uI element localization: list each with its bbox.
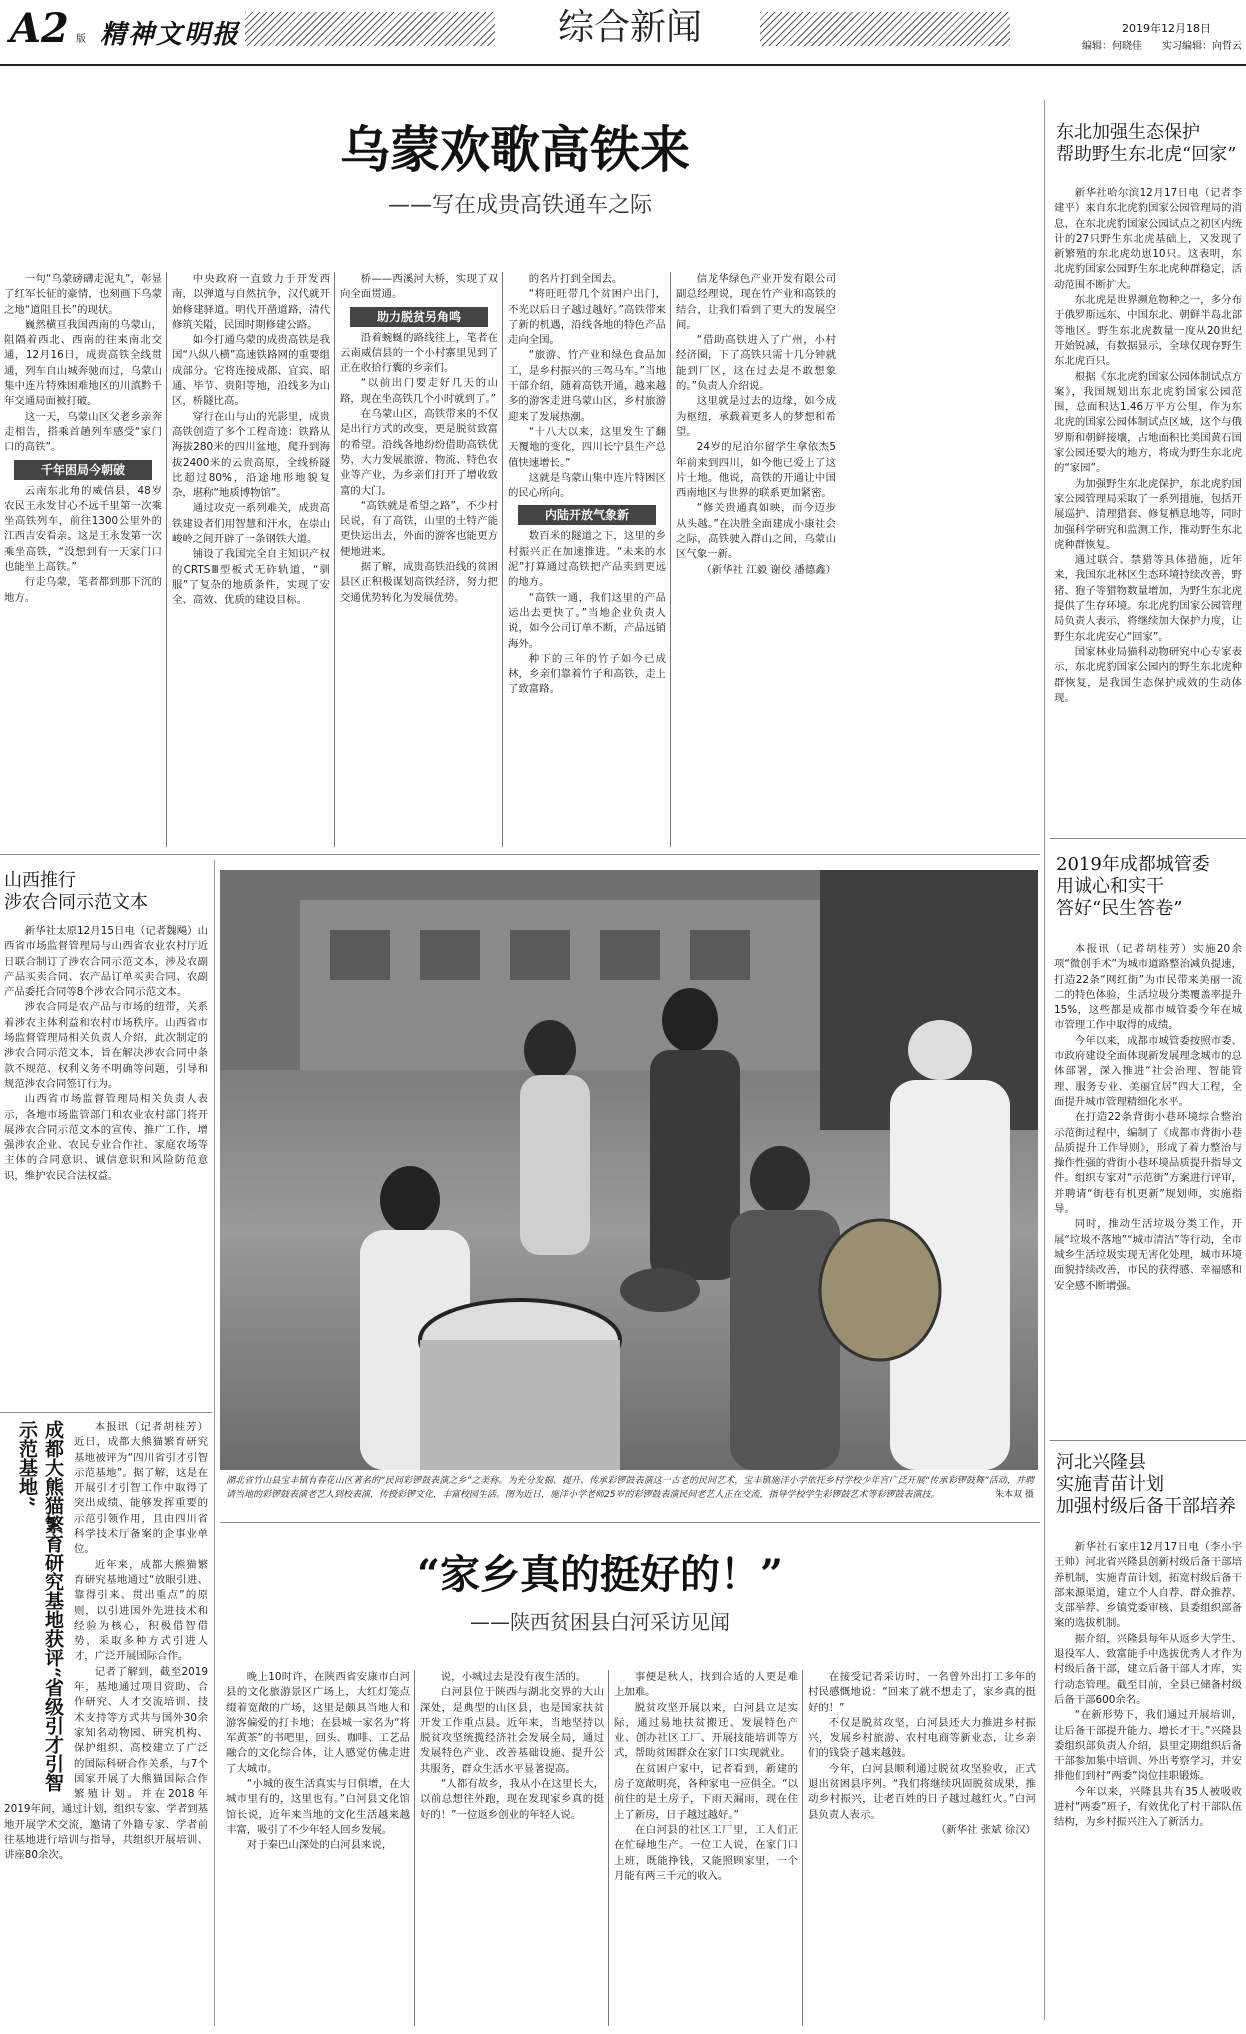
chengdu-headline: 2019年成都城管委 用诚心和实干 答好“民生答卷”	[1056, 854, 1210, 919]
lead-credit: （新华社 江毅 谢佼 潘德鑫）	[701, 563, 836, 576]
editor-credit: 编辑：何晓佳	[1082, 41, 1142, 52]
lead-subhead-2: 助力脱贫另角鸣	[350, 307, 488, 327]
issue-date: 2019年12月18日	[1122, 22, 1211, 35]
masthead-hatch-right	[760, 12, 1010, 46]
hebei-headline: 河北兴隆县 实施青苗计划 加强村级后备干部培养	[1056, 1452, 1236, 1517]
baihe-headline: “家乡真的挺好的！”	[416, 1551, 783, 1598]
section-title: 综合新闻	[557, 7, 702, 48]
lead-column-3: 桥——西溪河大桥，实现了双向全面贯通。 助力脱贫另角鸣 沿着蜿蜒的路线往上，笔者在云南威信县的一个小村寨里见到了正在收拾行囊的乡亲们。 “以前出门要走好几天的山路，现在坐高铁几个小时就到了。” 在乌蒙山区，高铁带来的不仅是出行方式的改变，更是脱贫致富的希望。沿线各地纷纷借助高铁优势，大力发展旅游、物流、特色农业等产业，为乡亲们打开了增收致富的大门。 “高铁就是希望之路”，不少村民说，有了高铁，山里的土特产能更快运出去，外面的游客也能更方便地进来。 据了解，成贵高铁沿线的贫困县区正积极谋划高铁经济，努力把交通优势转化为发展优势。	[340, 273, 498, 604]
masthead-hatch-left	[245, 12, 495, 46]
panda-body: 本报讯（记者胡桂芳）近日，成都大熊猫繁育研究基地被评为“四川省引才引智示范基地”。据了解，这是在开展引才引智工作中取得了突出成绩、能够发挥重要的示范引领作用，且由四川省科学技术厅备案的企事业单位。 近年来，成都大熊猫繁育研究基地通过“放眼引进、靠得引来、贯出重点”的原则，以引进国外先进技术和经验为核心，积极借智借势，采取多种方式引进人才，广泛开展国际合作。 记者了解到，截至2019年，基地通过项目资助、合作研究、人才交流培训、技术支持等方式共与国外30余家知名动物园、研究机构、保护组织、高校建立了广泛的国际科研合作关系，与7个国家开展了大熊猫国际合作繁殖计划。并在2018年2019年间，通过计划，组织专家、学者到基地开展学术交流，邀请了外籍专家、学者前往基地进行培训与指导，共组织开展培训、讲座80余次。	[4, 1421, 208, 1862]
lead-subheadline: ——写在成贵高铁通车之际	[387, 193, 652, 218]
baihe-column-4: 在接受记者采访时，一名曾外出打工多年的村民感慨地说：“回来了就不想走了，家乡真的挺好的！” 不仅是脱贫攻坚，白河县还大力推进乡村振兴，发展乡村旅游、农村电商等新业态，让乡亲们的钱袋子越来越鼓。 今年，白河县顺利通过脱贫攻坚验收，正式退出贫困县序列。“我们将继续巩固脱贫成果，推动乡村振兴，让老百姓的日子越过越红火。”白河县负责人表示。 （新华社 张斌 徐汉）	[808, 1670, 1036, 2026]
lead-column-1: 一句“乌蒙磅礴走泥丸”，彰显了红军长征的豪情，也刻画下乌蒙之地“道阻且长”的现状。 巍然横亘我国西南的乌蒙山，阻隔着西北、西南的往来南北交通，12月16日，成贵高铁全线贯通，列车自山城奔驰而过，乌蒙山集中连片特殊困难地区的川滇黔千年交通局面被打破。 这一天，乌蒙山区父老乡亲奔走相告，搭乘首趟列车感受“家门口的高铁”。 千年困局今朝破 云南东北角的威信县，48岁农民王永发甘心不远千里第一次乘坐高铁列车，前往1300公里外的江西吉安看亲。这是王永发第一次乘坐高铁，“没想到有一天家门口也能坐上高铁。” 行走乌蒙，笔者都到那下沉的地方。	[4, 273, 162, 604]
photo-illustration	[220, 870, 1038, 1470]
shanxi-headline: 山西推行 涉农合同示范文本	[4, 870, 148, 913]
tiger-body: 新华社哈尔滨12月17日电（记者李建平）来自东北虎豹国家公园管理局的消息，在东北虎豹国家公园试点之初区内统计的27只野生东北虎基础上，又发现了新繁殖的东北虎幼崽10只。这表明，东北虎豹国家公园野生东北虎种群稳定，活动范围不断扩大。 东北虎是世界濒危物种之一，多分布于俄罗斯远东、中国东北、朝鲜半岛北部等地区。野生东北虎数量一度从20世纪开始锐减，有数据显示，全球仅现存野生东北虎百只。 根据《东北虎豹国家公园体制试点方案》，我国规划出东北虎豹国家公园范围，总面积达1.46万平方公里，作为东北虎的国家公园体制试点区域，这个与俄罗斯和朝鲜接壤，占地面积比美国黄石国家公园还要大的地方，将成为野生东北虎的“家园”。 为加强野生东北虎保护，东北虎豹国家公园管理局采取了一系列措施，包括开展巡护、清理猎套、修复栖息地等，同时加强科学研究和监测工作，推动野生东北虎种群恢复。 通过联合、禁猎等具体措施，近年来，我国东北林区生态环境持续改善，野猪、狍子等猎物数量增加，为野生东北虎提供了生存环境。东北虎豹国家公园管理局负责人表示，将继续加大保护力度，让野生东北虎安心“回家”。 国家林业局猫科动物研究中心专家表示，东北虎豹国家公园内的野生东北虎种群恢复，是我国生态保护成效的生动体现。	[1054, 187, 1242, 704]
paper-name: 精神文明报	[100, 20, 241, 50]
lead-headline: 乌蒙欢歌高铁来	[340, 120, 690, 179]
baihe-column-1: 晚上10时许，在陕西省安康市白河县的文化旅游景区广场上，大红灯笼点缀着宽敞的广场，这里是颇具当地人和游客偏爱的打卡地；在县城一家名为“将军黄茶”的书吧里，回头、咖啡、工艺品融合的文化综合体，让人感觉仿佛走进了大城市。 “小城的夜生活真实与日俱增，在大城市里有的，这里也有。”白河县文化馆馆长说，近年来当地的文化生活越来越丰富，吸引了不少年轻人回乡发展。 对于秦巴山深处的白河县来说，	[226, 1671, 410, 1852]
baihe-column-3: 事便是秋人，找到合适的人更是难上加难。 脱贫攻坚开展以来，白河县立足实际，通过易地扶贫搬迁、发展特色产业、创办社区工厂、开展技能培训等方式，帮助贫困群众在家门口实现就业。 在贫困户家中，记者看到，新建的房子宽敞明亮，各种家电一应俱全。“以前住的是土房子，下雨天漏雨，现在住上了新房，日子越过越好。” 在白河县的社区工厂里，工人们正在忙碌地生产。一位工人说，在家门口上班，既能挣钱，又能照顾家里，一个月能有两三千元的收入。	[614, 1671, 798, 1882]
panda-headline: 成都大熊猫繁育研究基地获评“省级引才引智示范基地”	[16, 1420, 64, 1792]
lead-column-4: 的名片打到全国去。 “将旺旺带几个贫困户出门，不光以后日子越过越好。”高铁带来了新的机遇，沿线各地的特色产品走向全国。 “旅游、竹产业和绿色食品加工，是乡村振兴的三驾马车。”当地干部介绍，随着高铁开通，越来越多的游客走进乌蒙山区，乡村旅游迎来了发展热潮。 “十八大以来，这里发生了翻天覆地的变化，四川长宁县生产总值快速增长。” 这就是乌蒙山集中连片特困区的民心所向。 内陆开放气象新 数百米的隧道之下，这里的乡村振兴正在加速推进。“未来的水泥”打算通过高铁把产品卖到更远的地方。 “高铁一通，我们这里的产品运出去更快了。”当地企业负责人说，如今公司订单不断，产品远销海外。 种下的三年的竹子如今已成林，乡亲们靠着竹子和高铁，走上了致富路。	[508, 273, 666, 696]
chengdu-body: 本报讯（记者胡桂芳）实施20余项“微创手术”为城市道路整治减负提速，打造22条“网红街”为市民带来美丽一流二的特色体验，生活垃圾分类覆盖率提升15%，这些都是成都市城管委今年在城市管理工作中取得的成绩。 今年以来，成都市城管委按照市委、市政府建设全面体现新发展理念城市的总体部署，深入推进“社会治理、智能管理、服务专业、美丽宜居”四大工程，全面提升城市管理精细化水平。 在打造22条背街小巷环境综合整治示范街过程中，编制了《成都市背街小巷品质提升工作导则》，形成了着力整治与操作性强的背街小巷环境品质提升指导文件。组织专家对“示范街”方案进行评审，并聘请“街巷有机更新”规划师，实施指导。 同时，推动生活垃圾分类工作，开展“垃圾不落地”“城市清洁”等行动，全市城乡生活垃圾实现无害化处理，城市环境面貌持续改善，市民的获得感、幸福感和安全感不断增强。	[1054, 943, 1242, 1292]
page-number: A2	[10, 5, 69, 52]
photo-caption: 湖北省竹山县宝丰镇有春花山区著名的“民间彩锣鼓表演之乡”之美称。为充分发掘、提升、传承彩锣鼓表演这一古老的民间艺术，宝丰镇施洋小学依托乡村学校少年宫广泛开展“传承彩锣鼓舞”活动，并聘请当地的彩锣鼓表演老艺人到校表演，传授彩锣文化，丰富校园生活。图为近日，施洋小学老师25岁的彩锣鼓表演民间老艺人正在交流，指导学校学生彩锣鼓艺术等彩锣鼓表演技。 朱本双 摄	[226, 1476, 1034, 1500]
lead-column-5: 信龙华绿色产业开发有限公司副总经理说，现在竹产业和高铁的结合，让我们看到了更大的发展空间。 “借助高铁进入了广州，小村经济圈，下了高铁只需十几分钟就能到厂区，这在过去是不敢想象的。”负责人介绍说。 这里就是过去的边缘，如今成为枢纽，承载着更多人的梦想和希望。 24岁的尼泊尔留学生拿依杰5年前来到四川，如今他已爱上了这片土地。他说，高铁的开通让中国西南地区与世界的联系更加紧密。 “修关贵通真如映，而今迈步从头越。”在决胜全面建成小康社会之际，高铁驶入群山之间，乌蒙山区气象一新。 （新华社 江毅 谢佼 潘德鑫）	[676, 272, 836, 847]
page-suffix: 版	[76, 34, 86, 45]
tiger-headline: 东北加强生态保护 帮助野生东北虎“回家”	[1056, 122, 1237, 165]
shanxi-body: 新华社太原12月15日电（记者魏飚）山西省市场监督管理局与山西省农业农村厅近日联合制订了涉农合同示范文本，涉及农副产品买卖合同、农产品订单买卖合同、农副产品委托合同等8个涉农合同示范文本。 涉农合同是农产品与市场的纽带，关系着涉农主体利益和农村市场秩序。山西省市场监督管理局相关负责人介绍，此次制定的涉农合同示范文本，旨在解决涉农合同中条款不规范、权利义务不明确等问题，引导和规范涉农合同签订行为。 山西省市场监督管理局相关负责人表示，各地市场监管部门和农业农村部门将开展涉农合同示范文本的宣传、推广工作，增强涉农企业、农民专业合作社、家庭农场等主体的合同意识、诚信意识和风险防范意识，维护农民合法权益。	[4, 925, 208, 1182]
photo-credit: 朱本双 摄	[995, 1490, 1034, 1500]
baihe-column-2: 说，小城过去是没有夜生活的。 白河县位于陕西与湖北交界的大山深处，是典型的山区县，也是国家扶贫开发工作重点县。近年来，当地坚持以脱贫攻坚统揽经济社会发展全局，通过发展特色产业、改善基础设施、提升公共服务，群众生活水平显著提高。 “人都有故乡，我从小在这里长大，以前总想往外跑，现在发现家乡真的挺好的！”一位返乡创业的年轻人说。	[420, 1671, 604, 1821]
lead-column-2: 中央政府一直致力于开发西南，以弹道与自然抗争，汉代就开始修建驿道。明代开凿道路，清代修筑关隘，民国时期修建公路。 如今打通乌蒙的成贵高铁是我国“八纵八横”高速铁路网的重要组成部分。它将连接成都、宜宾、昭通、毕节、贵阳等地，沿线多为山区，桥隧比高。 穿行在山与山的光影里，成贵高铁创造了多个工程奇迹：铁路从海拔280米的四川盆地，爬升到海拔2400米的云贵高原，全线桥隧比超过80%，沿途地形地貌复杂，堪称“地质博物馆”。 通过攻克一系列难关，成贵高铁建设者们用智慧和汗水，在崇山峻岭之间开辟了一条钢铁大道。 铺设了我国完全自主知识产权的CRTSⅢ型板式无砟轨道，“驯服”了复杂的地质条件，实现了安全、高效、优质的建设目标。	[172, 273, 330, 607]
lead-subhead-1: 千年困局今朝破	[14, 460, 152, 480]
baihe-subheadline: ——陕西贫困县白河采访见闻	[470, 1610, 730, 1634]
lead-subhead-3: 内陆开放气象新	[518, 505, 656, 525]
intern-credit: 实习编辑：向哲云	[1162, 41, 1242, 52]
news-photo	[220, 870, 1038, 1470]
baihe-credit: （新华社 张斌 徐汉）	[935, 1823, 1036, 1836]
masthead-rule	[0, 64, 1246, 66]
masthead	[0, 0, 1246, 66]
hebei-body: 新华社石家庄12月17日电（李小宇 王帅）河北省兴隆县创新村级后备干部培养机制，实施青苗计划，拓宽村级后备干部来源渠道，建立个人自荐、群众推荐、支部举荐、乡镇党委审核、县委组织部备案的选拔机制。 据介绍，兴隆县每年从返乡大学生、退役军人、致富能手中选拔优秀人才作为村级后备干部，建立后备干部人才库，实行动态管理。截至目前，全县已储备村级后备干部600余名。 “在新形势下，我们通过开展培训，让后备干部提升能力、增长才干。”兴隆县委组织部负责人介绍，县里定期组织后备干部参加集中培训、外出考察学习，并安排他们到村“两委”岗位挂职锻炼。 今年以来，兴隆县共有35人被吸收进村“两委”班子，有效优化了村干部队伍结构，为乡村振兴注入了新活力。	[1054, 1541, 1242, 1829]
